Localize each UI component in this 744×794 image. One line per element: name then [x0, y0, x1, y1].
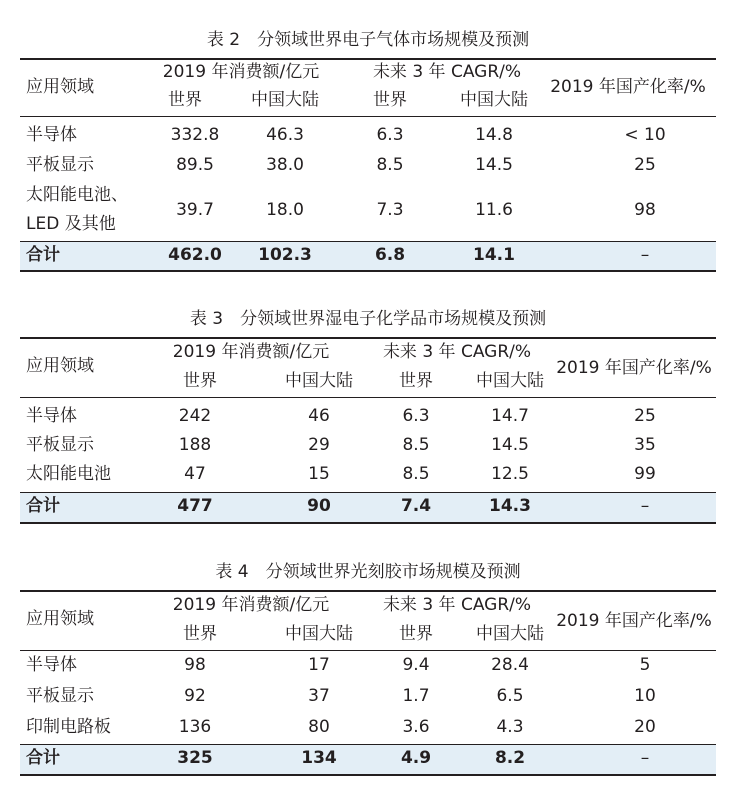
- row-cons-world: 39.7: [176, 200, 214, 220]
- row-cons-china: 15: [308, 464, 330, 484]
- row-field: 太阳能电池: [26, 464, 111, 484]
- header-rule: [20, 397, 716, 398]
- row-field: 半导体: [26, 125, 77, 145]
- header-localization: 2019 年国产化率/%: [556, 611, 712, 631]
- row-field: 平板显示: [26, 686, 94, 706]
- header-china: 中国大陆: [460, 90, 528, 110]
- row-field-line1: 太阳能电池、: [26, 185, 128, 205]
- header-rule: [20, 116, 716, 117]
- table-caption: 表 2 分领域世界电子气体市场规模及预测: [206, 30, 530, 50]
- row-local: 35: [634, 435, 656, 455]
- row-local: 5: [639, 655, 651, 675]
- header-consumption: 2019 年消费额/亿元: [172, 595, 330, 615]
- total-cagr-china: 14.1: [473, 245, 515, 265]
- total-cons-china: 134: [301, 748, 337, 768]
- table-caption: 表 4 分领域世界光刻胶市场规模及预测: [215, 562, 521, 582]
- row-field: 半导体: [26, 406, 77, 426]
- row-local: 10: [634, 686, 656, 706]
- total-field: 合计: [26, 748, 60, 768]
- row-cagr-world: 9.4: [402, 655, 430, 675]
- total-cons-china: 102.3: [258, 245, 312, 265]
- total-local: –: [640, 496, 650, 516]
- header-consumption: 2019 年消费额/亿元: [172, 342, 330, 362]
- header-world: 世界: [399, 624, 433, 644]
- bottom-rule: [20, 270, 716, 272]
- header-world: 世界: [183, 624, 217, 644]
- row-cagr-china: 11.6: [475, 200, 513, 220]
- row-cagr-world: 7.3: [376, 200, 404, 220]
- row-cagr-world: 6.3: [402, 406, 430, 426]
- row-cagr-china: 6.5: [496, 686, 524, 706]
- row-cons-world: 98: [184, 655, 206, 675]
- header-field: 应用领域: [26, 609, 94, 629]
- header-world: 世界: [183, 371, 217, 391]
- total-local: –: [640, 245, 650, 265]
- header-cagr: 未来 3 年 CAGR/%: [382, 342, 532, 362]
- row-cagr-china: 14.5: [491, 435, 529, 455]
- total-local: –: [640, 748, 650, 768]
- header-world: 世界: [168, 90, 202, 110]
- total-rule: [20, 744, 716, 745]
- row-cons-world: 136: [178, 717, 212, 737]
- header-field: 应用领域: [26, 356, 94, 376]
- table-3: [20, 307, 716, 525]
- total-cagr-world: 6.8: [374, 245, 406, 265]
- row-cagr-china: 4.3: [496, 717, 524, 737]
- row-cons-world: 332.8: [170, 125, 220, 145]
- row-cons-china: 46.3: [266, 125, 304, 145]
- header-china: 中国大陆: [476, 371, 544, 391]
- top-rule: [20, 337, 716, 339]
- header-china: 中国大陆: [285, 371, 353, 391]
- top-rule: [20, 590, 716, 592]
- table-2: [20, 28, 716, 272]
- total-cons-world: 462.0: [168, 245, 222, 265]
- row-local: 98: [634, 200, 656, 220]
- row-cons-china: 37: [308, 686, 330, 706]
- row-cons-china: 46: [308, 406, 330, 426]
- row-field: 印制电路板: [26, 717, 111, 737]
- row-local: 25: [634, 155, 656, 175]
- total-cagr-world: 7.4: [400, 496, 432, 516]
- row-local: 25: [634, 406, 656, 426]
- header-field: 应用领域: [26, 77, 94, 97]
- total-rule: [20, 492, 716, 493]
- header-world: 世界: [373, 90, 407, 110]
- row-cagr-world: 6.3: [376, 125, 404, 145]
- row-cons-china: 29: [308, 435, 330, 455]
- row-cagr-world: 8.5: [376, 155, 404, 175]
- row-cons-world: 188: [178, 435, 212, 455]
- header-world: 世界: [399, 371, 433, 391]
- header-rule: [20, 650, 716, 651]
- row-cagr-world: 3.6: [402, 717, 430, 737]
- total-field: 合计: [26, 496, 60, 516]
- row-cons-china: 17: [308, 655, 330, 675]
- row-cons-china: 80: [308, 717, 330, 737]
- row-field: 半导体: [26, 655, 77, 675]
- total-cagr-world: 4.9: [400, 748, 432, 768]
- total-cons-world: 325: [177, 748, 213, 768]
- header-consumption: 2019 年消费额/亿元: [162, 62, 320, 82]
- row-field: 平板显示: [26, 435, 94, 455]
- table-4: [20, 560, 716, 780]
- row-field-line2: LED 及其他: [26, 214, 116, 234]
- total-cons-world: 477: [177, 496, 213, 516]
- row-cagr-china: 14.8: [475, 125, 513, 145]
- row-cagr-china: 12.5: [491, 464, 529, 484]
- header-china: 中国大陆: [251, 90, 319, 110]
- row-cons-china: 38.0: [266, 155, 304, 175]
- table-caption: 表 3 分领域世界湿电子化学品市场规模及预测: [189, 309, 547, 329]
- header-localization: 2019 年国产化率/%: [550, 77, 706, 97]
- row-cagr-world: 1.7: [402, 686, 430, 706]
- row-local: 99: [634, 464, 656, 484]
- total-cagr-china: 14.3: [489, 496, 531, 516]
- row-cagr-china: 14.5: [475, 155, 513, 175]
- row-cons-world: 242: [178, 406, 212, 426]
- row-cagr-world: 8.5: [402, 435, 430, 455]
- row-cagr-china: 14.7: [491, 406, 529, 426]
- header-china: 中国大陆: [285, 624, 353, 644]
- row-cagr-china: 28.4: [491, 655, 529, 675]
- total-cagr-china: 8.2: [494, 748, 526, 768]
- row-cons-world: 89.5: [176, 155, 214, 175]
- header-cagr: 未来 3 年 CAGR/%: [382, 595, 532, 615]
- bottom-rule: [20, 522, 716, 524]
- total-field: 合计: [26, 245, 60, 265]
- row-local: 20: [634, 717, 656, 737]
- row-field: 平板显示: [26, 155, 94, 175]
- row-cons-china: 18.0: [266, 200, 304, 220]
- top-rule: [20, 58, 716, 60]
- row-cons-world: 47: [184, 464, 206, 484]
- header-cagr: 未来 3 年 CAGR/%: [372, 62, 522, 82]
- header-localization: 2019 年国产化率/%: [556, 358, 712, 378]
- row-cagr-world: 8.5: [402, 464, 430, 484]
- header-china: 中国大陆: [476, 624, 544, 644]
- total-cons-china: 90: [307, 496, 331, 516]
- row-cons-world: 92: [184, 686, 206, 706]
- row-local: < 10: [624, 125, 666, 145]
- total-rule: [20, 241, 716, 242]
- bottom-rule: [20, 774, 716, 776]
